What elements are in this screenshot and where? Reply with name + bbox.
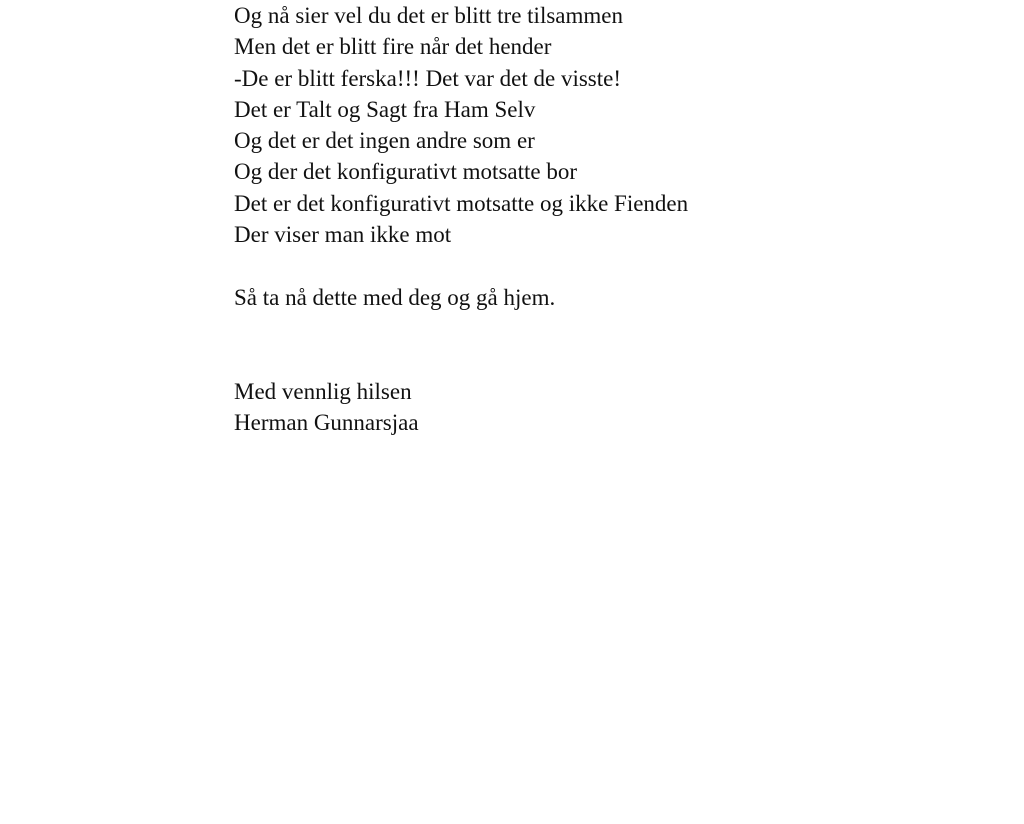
poem-line: -De er blitt ferska!!! Det var det de visste! bbox=[234, 65, 622, 91]
poem-line: Det er det konfigurativt motsatte og ikke Fienden bbox=[234, 190, 689, 216]
signature-name: Herman Gunnarsjaa bbox=[234, 409, 419, 435]
blank-line bbox=[234, 250, 688, 281]
poem-line: Og der det konfigurativt motsatte bor bbox=[234, 159, 578, 185]
poem-line: Det er Talt og Sagt fra Ham Selv bbox=[234, 96, 536, 122]
signature-greeting: Med vennlig hilsen bbox=[234, 378, 412, 404]
poem-line: Men det er blitt fire når det hender bbox=[234, 34, 552, 60]
poem-line: Der viser man ikke mot bbox=[234, 222, 452, 248]
blank-lines bbox=[234, 313, 688, 376]
poem-text bbox=[234, 0, 688, 438]
poem-line: Og nå sier vel du det er blitt tre tilsammen bbox=[234, 3, 623, 28]
poem-line: Og det er det ingen andre som er bbox=[234, 128, 535, 154]
closing-line: Så ta nå dette med deg og gå hjem. bbox=[234, 284, 556, 310]
